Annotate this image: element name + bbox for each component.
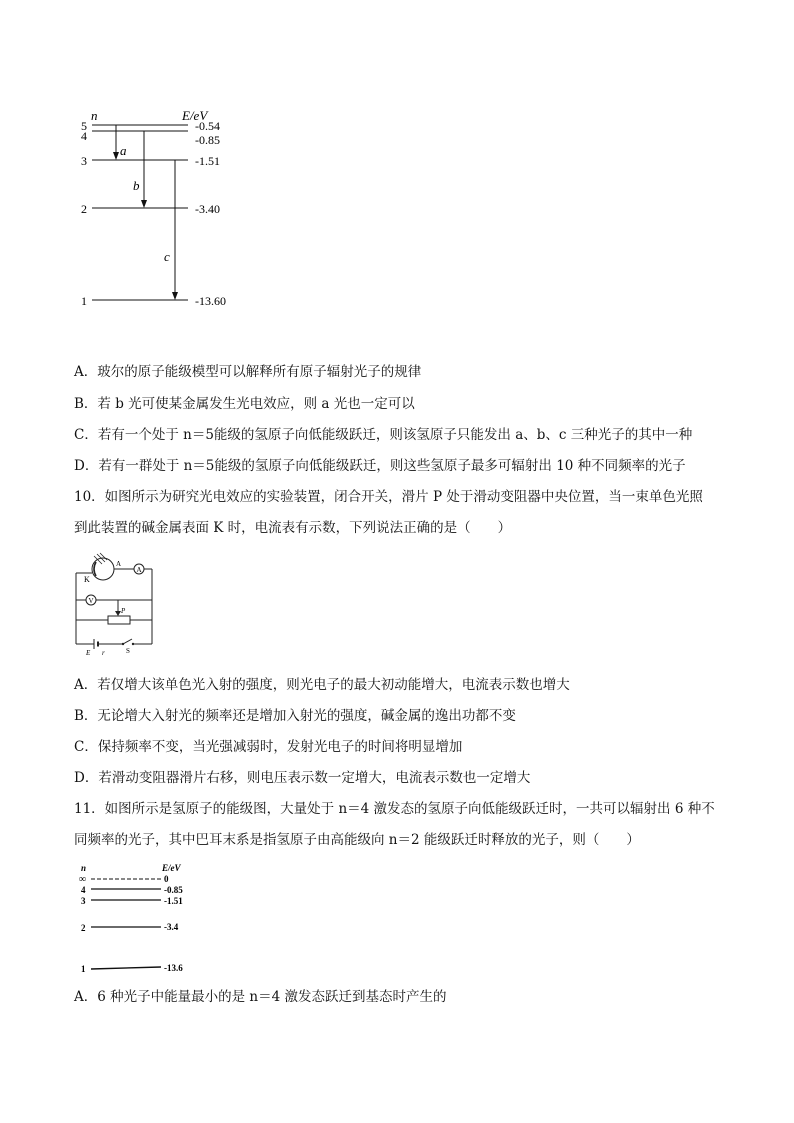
- level-n-inf: ∞: [79, 874, 87, 885]
- transition-b-arrow: [141, 131, 147, 208]
- level-n-5: 5: [81, 119, 87, 133]
- energy-axis-label: E/eV: [182, 108, 208, 123]
- anode-a-label: A: [116, 560, 122, 568]
- q11-stem-line1: 11．如图所示是氢原子的能级图，大量处于 n＝4 激发态的氢原子向低能级跃迁时，一共可以辐射出 6 种不: [74, 801, 715, 817]
- energy-level-diagram-1: [70, 100, 270, 315]
- q9-option-a: A．玻尔的原子能级模型可以解释所有原子辐射光子的规律: [74, 364, 422, 380]
- transition-b-label: b: [133, 178, 140, 193]
- level-n-4: 4: [81, 129, 87, 143]
- level-n-3: 3: [81, 154, 87, 168]
- q10-stem-line1: 10．如图所示为研究光电效应的实验装置，闭合开关，滑片 P 处于滑动变阻器中央位置，当一束单色光照: [74, 489, 703, 505]
- level-energy-inf: 0: [164, 874, 169, 884]
- level-n-2b: 2: [81, 923, 86, 933]
- level-n-4b: 4: [81, 885, 86, 895]
- transition-a-label: a: [120, 143, 127, 158]
- energy-axis-label-2: E/eV: [162, 863, 181, 873]
- phototube: [92, 553, 114, 580]
- level-energy-5: -0.54: [195, 119, 220, 133]
- ammeter-label: A: [136, 566, 142, 574]
- voltmeter-label: V: [88, 597, 94, 605]
- n-axis-label-2: n: [81, 863, 87, 873]
- level-n-1: 1: [81, 294, 87, 308]
- resistance-r-label: r: [102, 649, 105, 657]
- level-energy-2: -3.40: [195, 202, 220, 216]
- level-energy-1b: -13.6: [164, 963, 183, 973]
- level-energy-4: -0.85: [195, 133, 220, 147]
- emf-e-label: E: [86, 649, 91, 657]
- q9-option-d: D．若有一群处于 n＝5能级的氢原子向低能级跃迁，则这些氢原子最多可辐射出 10 种不同频率的光子: [74, 458, 686, 474]
- n-axis-label: n: [91, 108, 98, 123]
- q10-option-c: C．保持频率不变，当光强减弱时，发射光电子的时间将明显增加: [74, 739, 463, 755]
- transition-a-arrow: [113, 125, 119, 160]
- level-n-3b: 3: [81, 896, 86, 906]
- level-energy-3: -1.51: [195, 154, 220, 168]
- level-n-2: 2: [81, 202, 87, 216]
- q10-option-a: A．若仅增大该单色光入射的强度，则光电子的最大初动能增大，电流表示数也增大: [74, 677, 570, 693]
- q11-stem-line2: 同频率的光子，其中巴耳末系是指氢原子由高能级向 n＝2 能级跃迁时释放的光子，则（ ）: [74, 832, 640, 848]
- q10-option-b: B．无论增大入射光的频率还是增加入射光的强度，碱金属的逸出功都不变: [74, 708, 516, 724]
- battery-icon: [94, 639, 98, 649]
- level-energy-4b: -0.85: [164, 885, 183, 895]
- level-n-1b: 1: [81, 964, 86, 974]
- photoelectric-circuit-diagram: [72, 552, 162, 657]
- level-line-1b: [91, 967, 161, 969]
- energy-level-diagram-2: [74, 858, 204, 978]
- q10-option-d: D．若滑动变阻器滑片右移，则电压表示数一定增大，电流表示数也一定增大: [74, 770, 531, 786]
- transition-c-label: c: [164, 249, 170, 264]
- cathode-k-label: K: [84, 575, 90, 584]
- transition-c-arrow: [172, 160, 178, 300]
- level-energy-1: -13.60: [195, 294, 226, 308]
- q9-option-c: C．若有一个处于 n＝5能级的氢原子向低能级跃迁，则该氢原子只能发出 a、b、c 三种光子的其中一种: [74, 427, 693, 443]
- slider-p-label: P: [121, 607, 126, 615]
- switch-s-label: S: [126, 647, 130, 655]
- switch-icon: [122, 639, 134, 645]
- q9-option-b: B．若 b 光可使某金属发生光电效应，则 a 光也一定可以: [74, 396, 415, 412]
- q10-stem-line2: 到此装置的碱金属表面 K 时，电流表有示数，下列说法正确的是（ ）: [74, 520, 512, 536]
- q11-option-a: A．6 种光子中能量最小的是 n＝4 激发态跃迁到基态时产生的: [74, 989, 447, 1005]
- rheostat-icon: [108, 616, 130, 624]
- level-energy-3b: -1.51: [164, 896, 183, 906]
- level-energy-2b: -3.4: [164, 922, 179, 932]
